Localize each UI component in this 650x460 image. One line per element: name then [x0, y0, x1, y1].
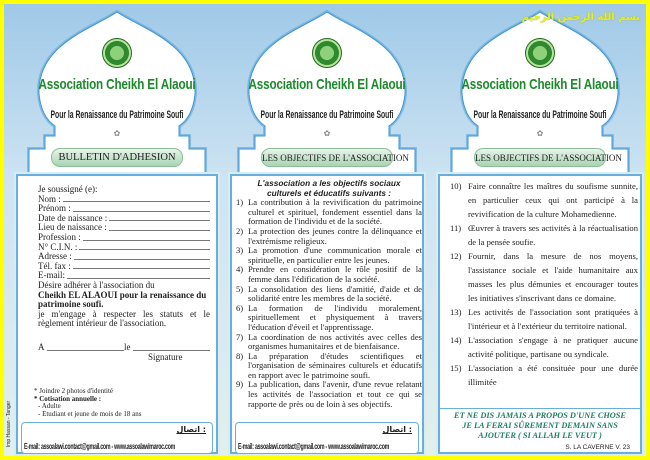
form-notes	[34, 388, 141, 418]
objective-number: 4)	[236, 264, 244, 275]
note-line: * Joindre 2 photos d'identité	[34, 387, 114, 395]
objective-number: 6)	[236, 302, 244, 313]
membership-form	[38, 185, 210, 362]
objective-item	[450, 179, 638, 221]
contact-label: اتصال :	[176, 425, 206, 434]
place-input-line[interactable]	[47, 343, 125, 351]
objective-text: L'association a été consituée pour une durée illimitée	[468, 363, 638, 387]
objective-item	[236, 380, 422, 409]
ornament-icon: ✿	[113, 129, 121, 138]
field-label: Adresse :	[38, 251, 72, 262]
field-input-line[interactable]	[74, 252, 210, 260]
date-input-line[interactable]	[133, 343, 211, 351]
association-full-name: Cheikh EL ALAOUI pour la renaissance du patrimoine soufi.	[38, 289, 207, 310]
field-input-line[interactable]	[67, 271, 210, 279]
objective-text: La protection des jeunes contre la délinquance et l'extrémisme religieux.	[248, 225, 422, 246]
ornament-icon: ✿	[323, 129, 331, 138]
objective-text: L'association s'engage à ne pratiquer aucune activité politique, partisane ou syndicale.	[468, 335, 638, 359]
field-input-line[interactable]	[63, 195, 210, 203]
objective-text: Les activités de l'association sont pratiquées à l'intérieur et à l'extérieur du territoire national.	[468, 307, 638, 331]
field-label: Tél. fax :	[38, 260, 71, 271]
place-label: A	[38, 341, 45, 352]
objective-number: 9)	[236, 379, 244, 390]
objective-text: La préparation d'études scientifiques et l'organisation de séminaires culturels et éducatifs en rapport avec le patrimoine soufi.	[248, 350, 422, 380]
basmala-calligraphy: بسم الله الرحمن الرحيم	[521, 12, 640, 23]
field-input-line[interactable]	[73, 204, 210, 212]
association-subtitle: Pour la Renaissance du Patrimoine Soufi	[260, 109, 394, 121]
section-tab: BULLETIN D'ADHESION	[51, 148, 183, 167]
quote-source: S. LA CAVERNE V. 23	[565, 444, 630, 451]
field-input-line[interactable]	[109, 214, 210, 222]
objective-number: 14)	[450, 335, 462, 345]
contact-box	[235, 422, 419, 454]
engagement-text: je m'engage à respecter les statuts et le règlement intérieur de l'association.	[38, 308, 210, 329]
objective-item	[236, 285, 422, 304]
objective-text: Œuvrer à travers ses activités à la réactualisation de la pensée soufie.	[468, 223, 638, 247]
objective-number: 1)	[236, 197, 244, 208]
association-subtitle: Pour la Renaissance du Patrimoine Soufi	[473, 109, 607, 121]
objective-text: La contribution à la revivification du patrimoine culturel et spirituel, fondement essentiel dans la formation de l'individu et de la société.	[248, 197, 422, 227]
contact-email-website[interactable]: E-mail: assoalawi.contact@gmail.com - www.assoalawimaroc.com	[238, 442, 390, 451]
association-logo	[312, 38, 342, 68]
field-label: Lieu de naissance :	[38, 222, 107, 233]
desire-label: Désire adhérer à l'association du	[38, 279, 155, 290]
printer-credit: Imp Hassan - Tanger	[6, 400, 12, 448]
section-tab: LES OBJECTIFS DE L'ASSOCIATION	[474, 148, 606, 167]
quote-block	[440, 408, 640, 452]
form-intro: Je soussigné (e):	[38, 184, 98, 194]
signature-label: Signature	[148, 351, 183, 362]
objective-item	[450, 305, 638, 333]
objective-item	[450, 249, 638, 305]
objective-item	[450, 333, 638, 361]
objective-number: 13)	[450, 307, 462, 317]
objectives-list	[236, 179, 422, 409]
content-box	[16, 174, 218, 454]
objective-item	[450, 361, 638, 389]
objective-text: Fournir, dans la mesure de nos moyens, l'assistance sociale et l'aide humanitaire aux masses les plus démunies et encourager toutes les initiatives s'inscrivant dans ce domaine.	[468, 251, 638, 303]
field-label: Date de naissance :	[38, 212, 108, 223]
objective-number: 2)	[236, 225, 244, 236]
contact-email-website[interactable]: E-mail: assoalawi.contact@gmail.com - www.assoalawimaroc.com	[24, 442, 176, 451]
panel-2	[228, 4, 426, 456]
contact-box	[21, 422, 213, 454]
quote-text: ET NE DIS JAMAIS A PROPOS D'UNE CHOSE JE LA FERAI SÛREMENT DEMAIN SANS AJOUTER ( SI ALLAH LE VEUT )	[454, 411, 626, 440]
objectives-heading: L'association a les objectifs sociaux culturels et éducatifs suivants :	[257, 178, 401, 198]
objective-number: 5)	[236, 283, 244, 294]
association-name: Association Cheikh El Alaoui	[461, 76, 619, 93]
ornament-icon: ✿	[536, 129, 544, 138]
objective-item	[236, 333, 422, 352]
objective-item	[236, 246, 422, 265]
contact-label: اتصال :	[382, 425, 412, 434]
association-logo	[102, 38, 132, 68]
objective-number: 7)	[236, 331, 244, 342]
field-label: Nom :	[38, 193, 61, 204]
field-label: Prénom :	[38, 203, 71, 214]
objective-item	[236, 227, 422, 246]
association-name: Association Cheikh El Alaoui	[38, 76, 196, 93]
place-date-row	[38, 343, 210, 353]
note-line: - Adulte	[38, 402, 61, 411]
objective-number: 15)	[450, 363, 462, 373]
objective-item	[236, 352, 422, 381]
objective-number: 11)	[450, 223, 462, 233]
field-input-line[interactable]	[109, 223, 210, 231]
objective-item	[236, 304, 422, 333]
objective-number: 10)	[450, 181, 462, 191]
brochure	[4, 4, 646, 456]
objective-item	[450, 221, 638, 249]
field-input-line[interactable]	[79, 243, 210, 251]
note-line: - Etudiant et jeune de mois de 18 ans	[38, 409, 142, 418]
objective-text: La coordination de nos activités avec celles des organismes humanitaires et de bienfaisance.	[248, 331, 422, 352]
field-label: E-mail:	[38, 270, 65, 281]
objective-text: La formation de l'individu moralement, spirituellement et physiquement à travers l'éducation d'éveil et l'apprentissage.	[248, 302, 422, 332]
content-box	[438, 174, 642, 454]
field-label: N° C.I.N. :	[38, 241, 78, 252]
objective-item	[236, 265, 422, 284]
content-box	[230, 174, 424, 454]
objectives-list-continued	[450, 179, 638, 389]
section-tab: LES OBJECTIFS DE L'ASSOCIATION	[261, 148, 393, 167]
association-logo	[525, 38, 555, 68]
objective-number: 3)	[236, 245, 244, 256]
field-label: Profession :	[38, 231, 81, 242]
field-input-line[interactable]	[73, 262, 210, 270]
objective-text: La consolidation des liens d'amitié, d'aide et de solidarité entre les membres de la société.	[248, 283, 422, 304]
objective-number: 12)	[450, 251, 462, 261]
note-line: * Cotisation annuelle :	[34, 394, 102, 403]
panel-1	[14, 4, 220, 456]
objective-text: La promotion d'une communication morale et spirituelle, en particulier entre les jeunes.	[248, 245, 422, 265]
objective-text: La publication, dans l'avenir, d'une revue relatant les activités de l'association et tout ce qui se rapporte de près ou de loin à ses objectifs.	[248, 379, 422, 409]
field-input-line[interactable]	[83, 233, 210, 241]
objective-item	[236, 198, 422, 227]
objective-number: 8)	[236, 350, 244, 361]
association-subtitle: Pour la Renaissance du Patrimoine Soufi	[50, 109, 184, 121]
date-label: le	[124, 341, 131, 352]
objective-text: Prendre en considération le rôle positif de la femme dans l'édification de la société.	[248, 264, 422, 284]
association-name: Association Cheikh El Alaoui	[248, 76, 406, 93]
objective-text: Faire connaître les maîtres du soufisme sunnite, en particulier ceux qui ont participé à la revivification de la culture Mohamedienne.	[468, 181, 638, 219]
panel-3	[436, 4, 644, 456]
